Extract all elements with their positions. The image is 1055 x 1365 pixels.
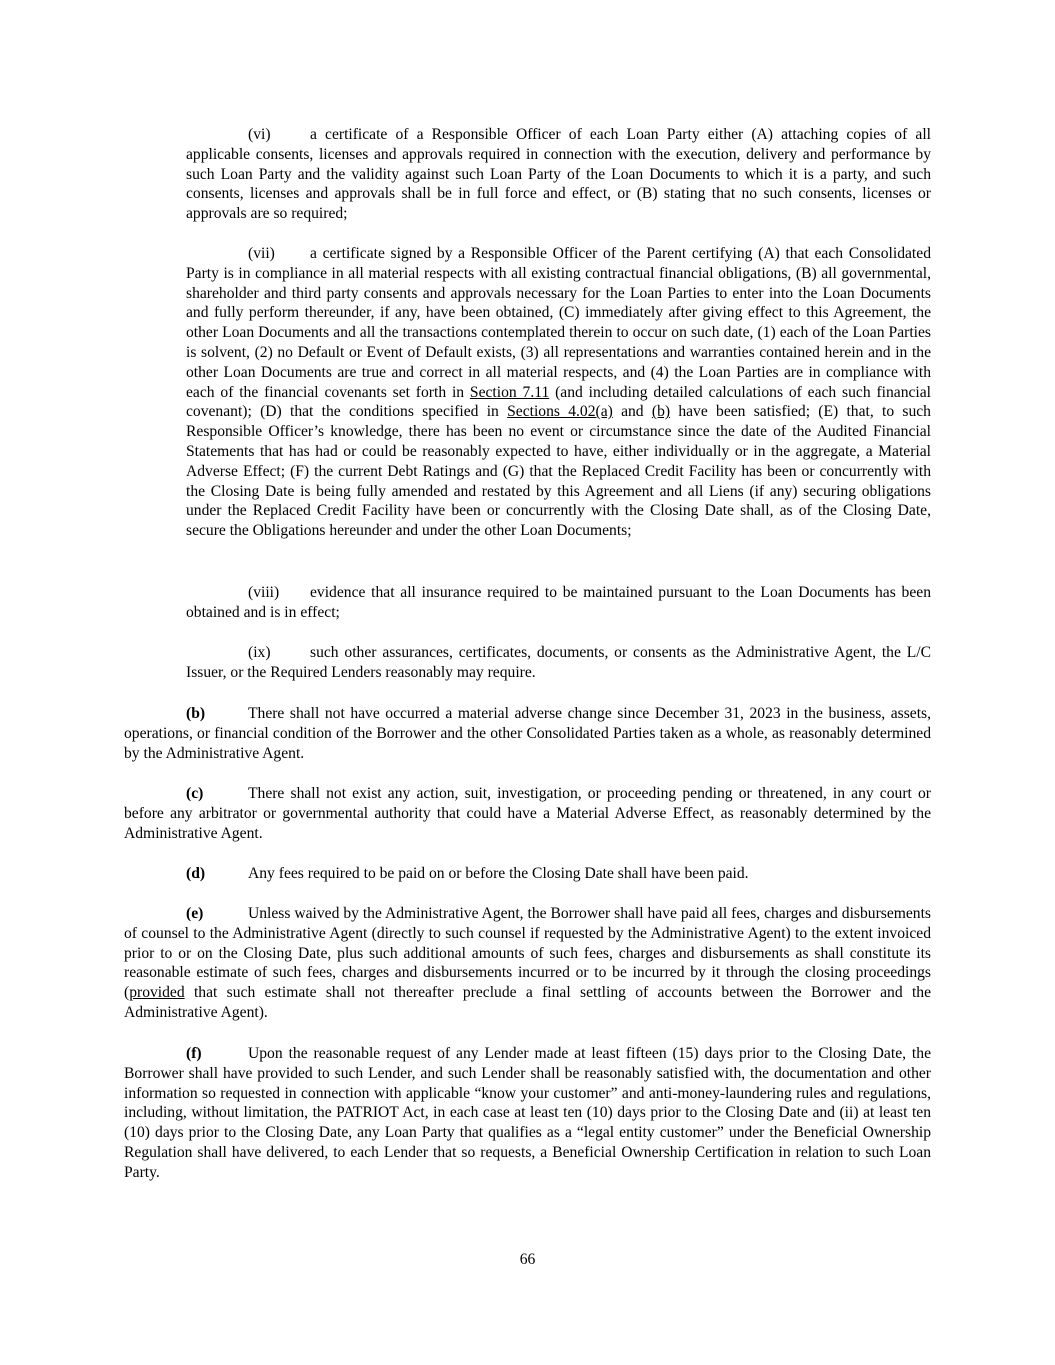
clause-d-text: Any fees required to be paid on or before the Closing Date shall have been paid. bbox=[248, 865, 749, 882]
page-number: 66 bbox=[519, 1251, 536, 1268]
clause-b-label: (b) bbox=[186, 705, 206, 722]
clause-vi-text: a certificate of a Responsible Officer of each Loan Party either (A) attaching copies of all applicable consents, licenses and approvals required in connection with the execution, delivery and performance by such Loan Party and the validity against such Loan Party of the Loan Documents to which it is a party, and such consents, licenses and approvals shall be in full force and effect, or (B) stating that no such consents, licenses or approvals are so required; bbox=[186, 126, 931, 223]
clause-f-label: (f) bbox=[186, 1045, 202, 1062]
provided-term: provided bbox=[129, 984, 185, 1002]
clause-viii-label: (viii) bbox=[248, 584, 280, 601]
clause-vii-text-d: have been satisfied; (E) that, to such Responsible Officer’s knowledge, there has been no event or circumstance since the date of the Audited Financial Statements that has had or could be reasonably expected to have, either individually or in the aggregate, a Material Adverse Effect; (F) the current Debt Ratings and (G) that the Replaced Credit Facility has been or concurrently with the Closing Date is being fully amended and restated by this Agreement and all Liens (if any) securing obligations under the Replaced Credit Facility have been or concurrently with the Closing Date shall, as of the Closing Date, secure the Obligations hereunder and under the other Loan Documents; bbox=[186, 403, 931, 540]
clause-vi bbox=[186, 125, 931, 224]
clause-vii-text-a: a certificate signed by a Responsible Officer of the Parent certifying (A) that each Consolidated Party is in compliance in all material respects with all existing contractual financial obligations, (B) all governmental, shareholder and third party consents and approvals necessary for the Loan Parties to enter into the Loan Documents and fully perform thereunder, if any, have been obtained, (C) immediately after giving effect to this Agreement, the other Loan Documents and all the transactions contemplated therein to occur on such date, (1) each of the Loan Parties is solvent, (2) no Default or Event of Default exists, (3) all representations and warranties contained herein and in the other Loan Documents are true and correct in all material respects, and (4) the Loan Parties are in compliance with each of the financial covenants set forth in bbox=[186, 245, 931, 401]
sections-4-02a-reference: Sections 4.02(a) bbox=[507, 403, 613, 421]
section-7-11-reference: Section 7.11 bbox=[469, 383, 550, 401]
clause-b-text: There shall not have occurred a material adverse change since December 31, 2023 in the business, assets, operations, or financial condition of the Borrower and the other Consolidated Parties taken as a whole, as reasonably determined by the Administrative Agent. bbox=[124, 705, 931, 762]
clause-ix bbox=[186, 643, 931, 683]
clause-ix-text: such other assurances, certificates, documents, or consents as the Administrative Agent, the L/C Issuer, or the Required Lenders reasonably may require. bbox=[186, 644, 931, 681]
clause-e-text-b: that such estimate shall not thereafter preclude a final settling of accounts between the Borrower and the Administrative Agent). bbox=[124, 984, 931, 1021]
clause-vii bbox=[186, 244, 931, 541]
clause-c-text: There shall not exist any action, suit, investigation, or proceeding pending or threatened, in any court or before any arbitrator or governmental authority that could have a Material Adverse Effect, as reasonably determined by the Administrative Agent. bbox=[124, 785, 931, 842]
clause-d bbox=[124, 864, 931, 884]
clause-e-label: (e) bbox=[186, 905, 204, 922]
clause-vii-text-b: (and including detailed calculations of each such financial covenant); (D) that the conditions specified in bbox=[186, 383, 932, 421]
clause-vii-text-c: and bbox=[612, 403, 652, 421]
clause-e bbox=[124, 904, 931, 1023]
clause-c-label: (c) bbox=[186, 785, 204, 802]
section-b-reference: (b) bbox=[651, 403, 671, 421]
clause-viii-text: evidence that all insurance required to be maintained pursuant to the Loan Documents has been obtained and is in effect; bbox=[186, 584, 931, 621]
clause-ix-label: (ix) bbox=[248, 644, 271, 661]
clause-b bbox=[124, 704, 931, 763]
clause-d-label: (d) bbox=[186, 865, 206, 882]
clause-c bbox=[124, 784, 931, 843]
clause-f-text: Upon the reasonable request of any Lender made at least fifteen (15) days prior to the Closing Date, the Borrower shall have provided to such Lender, and such Lender shall be reasonably satisfied with, the documentation and other information so requested in connection with applicable “know your customer” and anti-money-laundering rules and regulations, including, without limitation, the PATRIOT Act, in each case at least ten (10) days prior to the Closing Date and (ii) at least ten (10) days prior to the Closing Date, any Loan Party that qualifies as a “legal entity customer” under the Beneficial Ownership Regulation shall have delivered, to each Lender that so requests, a Beneficial Ownership Certification in relation to such Loan Party. bbox=[124, 1045, 931, 1181]
clause-vi-label: (vi) bbox=[248, 126, 271, 143]
clause-vii-label: (vii) bbox=[248, 245, 275, 262]
clause-viii bbox=[186, 583, 931, 623]
clause-e-text-a: Unless waived by the Administrative Agent, the Borrower shall have paid all fees, charges and disbursements of counsel to the Administrative Agent (directly to such counsel if requested by the Administrative Agent) to the extent invoiced prior to or on the Closing Date, plus such additional amounts of such fees, charges and disbursements as shall constitute its reasonable estimate of such fees, charges and disbursements incurred or to be incurred by it through the closing proceedings ( bbox=[124, 905, 931, 1002]
clause-f bbox=[124, 1044, 931, 1183]
